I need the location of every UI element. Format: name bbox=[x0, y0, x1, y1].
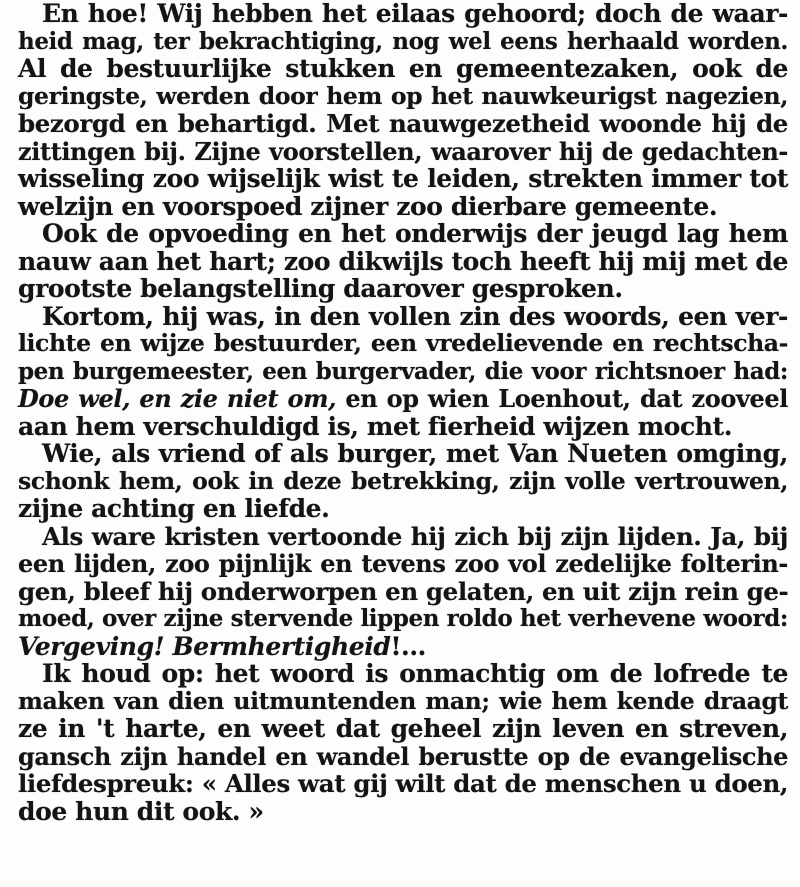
exclamation-italic: Vergeving! Bermhertigheid bbox=[18, 631, 391, 661]
paragraph-1 bbox=[18, 0, 788, 220]
text-line: bezorgd en behartigd. Met nauwgezetheid woonde hij de bbox=[18, 109, 788, 138]
text-line: grootste belangstelling daarover gesproken. bbox=[18, 274, 623, 303]
text-line: doe hun dit ook. » bbox=[18, 796, 264, 826]
text-line: welzijn en voorspoed zijner zoo dierbare gemeente. bbox=[18, 191, 718, 221]
text-line: Ik houd op: het woord is onmachtig om de lofrede te bbox=[42, 659, 788, 688]
text-line: ze in 't harte, en weet dat geheel zijn leven en streven, bbox=[18, 714, 788, 743]
text-line: maken van dien uitmuntenden man; wie hem kende draagt bbox=[18, 686, 788, 715]
text-line: Als ware kristen vertoonde hij zich bij zijn lijden. Ja, bij bbox=[42, 521, 788, 551]
motto-rest: en op wien Loenhout, dat zooveel bbox=[336, 384, 788, 413]
text-line: Al de bestuurlijke stukken en gemeentezaken, ook de bbox=[18, 54, 788, 83]
paragraph-4 bbox=[18, 440, 788, 523]
text-line: heid mag, ter bekrachtiging, nog wel eens herhaald worden. bbox=[18, 27, 788, 55]
text-line-with-motto bbox=[18, 385, 788, 413]
text-line: moed, over zijne stervende lippen roldo het verhevene woord: bbox=[18, 605, 788, 632]
paragraph-3 bbox=[18, 303, 788, 441]
text-line: Kortom, hij was, in den vollen zin des woords, een ver- bbox=[42, 301, 788, 331]
paragraph-2 bbox=[18, 220, 788, 303]
text-line: geringste, werden door hem op het nauwkeurigst nagezien, bbox=[18, 81, 788, 110]
text-line: zittingen bij. Zijne voorstellen, waarover hij de gedachten- bbox=[18, 136, 788, 166]
motto-italic: Doe wel, en zie niet om, bbox=[18, 384, 337, 413]
text-line: pen burgemeester, een burgervader, die voor richtsnoer had: bbox=[18, 357, 788, 385]
text-line: liefdespreuk: « Alles wat gij wilt dat de menschen u doen, bbox=[18, 769, 788, 798]
text-line: nauw aan het hart; zoo dikwijls toch heeft hij mij met de bbox=[18, 246, 788, 276]
text-line: gansch zijn handel en wandel berustte op de evangelische bbox=[18, 741, 788, 771]
text-line: zijne achting en liefde. bbox=[18, 494, 330, 523]
text-line: schonk hem, ook in deze betrekking, zijn volle vertrouwen, bbox=[18, 466, 788, 495]
paragraph-5 bbox=[18, 523, 788, 661]
text-line: Ook de opvoeding en het onderwijs der jeugd lag hem bbox=[42, 219, 788, 248]
text-line-with-exclamation bbox=[18, 633, 788, 661]
exclamation-rest: !... bbox=[390, 631, 426, 661]
text-line: aan hem verschuldigd is, met fierheid wijzen mocht. bbox=[18, 411, 733, 441]
text-line: En hoe! Wij hebben het eilaas gehoord; doch de waar- bbox=[42, 0, 788, 28]
text-line: lichte en wijze bestuurder, een vredelievende en rechtscha- bbox=[18, 329, 788, 357]
text-line: wisseling zoo wijselijk wist te leiden, strekten immer tot bbox=[18, 164, 788, 193]
paragraph-6 bbox=[18, 660, 788, 825]
text-line: gen, bleef hij onderworpen en gelaten, en uit zijn rein ge- bbox=[18, 576, 789, 606]
article-text bbox=[18, 0, 788, 825]
text-line: Wie, als vriend of als burger, met Van Nueten omging, bbox=[42, 439, 788, 468]
text-line: een lijden, zoo pijnlijk en tevens zoo vol zedelijke folterin- bbox=[18, 549, 788, 578]
